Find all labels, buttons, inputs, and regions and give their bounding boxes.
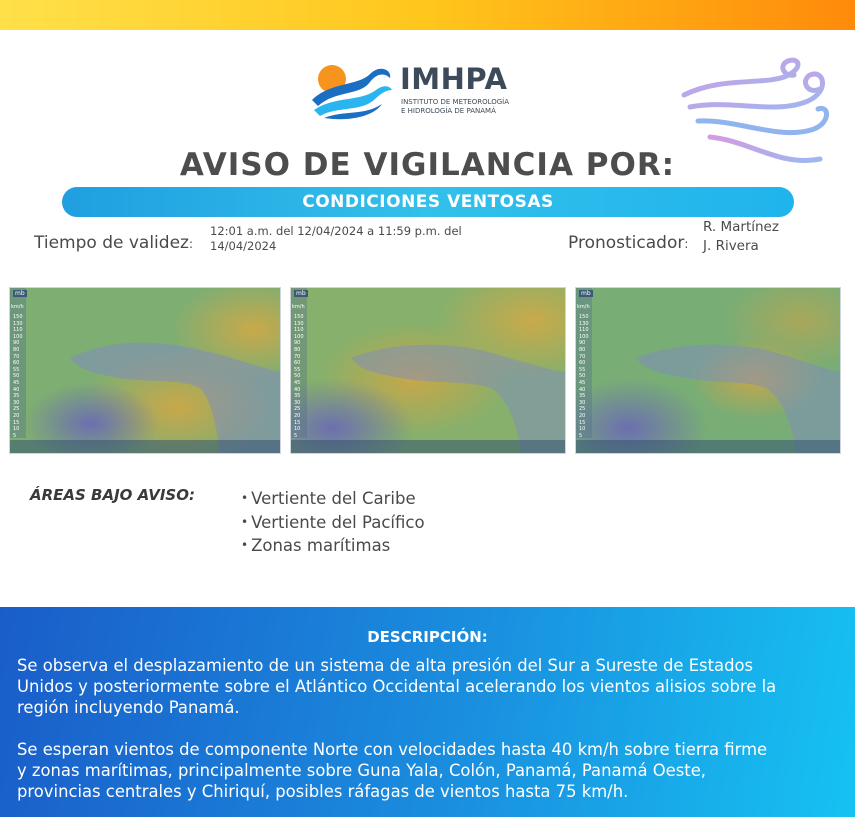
scale-value: 20 xyxy=(13,412,20,419)
scale-value: 150 xyxy=(13,314,23,320)
description-p1-line3: región incluyendo Panamá. xyxy=(17,698,240,717)
scale-value: 10 xyxy=(294,426,301,433)
map-2-unit: km/h xyxy=(292,304,305,310)
scale-value: 20 xyxy=(294,412,301,419)
description-title: DESCRIPCIÓN: xyxy=(367,628,488,646)
scale-value: 15 xyxy=(579,419,586,426)
scale-value: 5 xyxy=(579,432,583,439)
scale-value: 130 xyxy=(579,320,589,327)
map-1-unit: km/h xyxy=(11,304,24,310)
scale-value: 80 xyxy=(13,346,20,353)
scale-value: 90 xyxy=(579,340,586,347)
scale-value: 40 xyxy=(13,386,20,393)
wind-map-1-image xyxy=(10,288,280,453)
description-p2-line1: Se esperan vientos de componente Norte con velocidades hasta 40 km/h sobre tierra firme xyxy=(17,740,768,759)
scale-value: 90 xyxy=(294,340,301,347)
scale-value: 70 xyxy=(579,353,586,360)
forecaster-label xyxy=(568,233,688,253)
wind-map-3-image xyxy=(576,288,840,453)
scale-value: 10 xyxy=(579,426,586,433)
scale-value: 110 xyxy=(579,327,589,334)
scale-value: 10 xyxy=(13,426,20,433)
scale-value: 130 xyxy=(294,320,304,327)
imhpa-logo xyxy=(310,58,530,122)
alert-type-banner: CONDICIONES VENTOSAS xyxy=(62,187,794,217)
scale-value: 15 xyxy=(294,419,301,426)
scale-value: 30 xyxy=(579,399,586,406)
scale-value: 60 xyxy=(579,360,586,367)
scale-value: 25 xyxy=(294,406,301,413)
scale-value: 5 xyxy=(13,432,17,439)
scale-value: 50 xyxy=(294,373,301,380)
logo-subtitle xyxy=(401,98,541,116)
logo-subtitle-line1: INSTITUTO DE METEOROLOGÍA xyxy=(401,98,510,106)
scale-value: 45 xyxy=(579,379,586,386)
forecaster-label-text: Pronosticador xyxy=(568,233,685,253)
scale-value: 150 xyxy=(294,314,304,320)
scale-value: 40 xyxy=(294,386,301,393)
imhpa-logo-icon xyxy=(310,60,394,120)
scale-value: 15 xyxy=(13,419,20,426)
bullet-icon: • xyxy=(241,538,249,552)
scale-value: 55 xyxy=(13,366,20,373)
scale-value: 50 xyxy=(13,373,20,380)
map-3-scale xyxy=(579,314,589,439)
scale-value: 80 xyxy=(294,346,301,353)
area-item xyxy=(241,488,425,512)
scale-value: 100 xyxy=(294,333,304,340)
area-item xyxy=(241,512,425,536)
area-item-label: Vertiente del Caribe xyxy=(251,489,416,508)
validity-period-line2: 14/04/2024 xyxy=(210,239,277,253)
scale-value: 5 xyxy=(294,432,298,439)
scale-value: 70 xyxy=(13,353,20,360)
main-title: AVISO DE VIGILANCIA POR: xyxy=(179,147,676,183)
map-3-unit: km/h xyxy=(577,304,590,310)
scale-value: 25 xyxy=(579,406,586,413)
scale-value: 30 xyxy=(294,399,301,406)
scale-value: 150 xyxy=(579,314,589,320)
bullet-icon: • xyxy=(241,514,249,529)
scale-value: 40 xyxy=(579,386,586,393)
validity-colon: : xyxy=(188,237,193,251)
scale-value: 110 xyxy=(13,327,23,334)
validity-period-line1: 12:01 a.m. del 12/04/2024 a 11:59 p.m. del xyxy=(210,224,462,238)
description-paragraph-1 xyxy=(17,655,842,718)
areas-label: ÁREAS BAJO AVISO: xyxy=(30,486,195,504)
scale-value: 45 xyxy=(294,379,301,386)
map-1-badge: mb xyxy=(15,290,25,297)
scale-value: 90 xyxy=(13,340,20,347)
forecaster-colon: : xyxy=(684,237,689,251)
scale-value: 70 xyxy=(294,353,301,360)
wind-map-2-image xyxy=(291,288,565,453)
description-p2-line2: y zonas marítimas, principalmente sobre Guna Yala, Colón, Panamá, Panamá Oeste, xyxy=(17,761,706,780)
scale-value: 35 xyxy=(579,393,586,400)
map-2-badge: mb xyxy=(296,290,306,297)
map-1-scale xyxy=(13,314,23,439)
validity-label-text: Tiempo de validez xyxy=(34,233,189,253)
description-p2-line3: provincias centrales y Chiriquí, posibles ráfagas de vientos hasta 75 km/h. xyxy=(17,782,629,801)
scale-value: 100 xyxy=(579,333,589,340)
validity-period xyxy=(210,224,462,254)
scale-value: 60 xyxy=(294,360,301,367)
bullet-icon: • xyxy=(241,491,249,505)
logo-subtitle-line2: E HIDROLOGÍA DE PANAMÁ xyxy=(401,107,496,115)
wind-map-1 xyxy=(9,287,281,454)
scale-value: 55 xyxy=(294,366,301,373)
forecaster-name-2: J. Rivera xyxy=(703,238,759,254)
description-p1-line1: Se observa el desplazamiento de un sistema de alta presión del Sur a Sureste de Estados xyxy=(17,656,754,675)
map-3-badge: mb xyxy=(581,290,591,297)
area-item xyxy=(241,535,425,559)
area-item-label: Vertiente del Pacífico xyxy=(251,512,425,532)
forecaster-name-1: R. Martínez xyxy=(703,219,779,235)
logo-name: IMHPA xyxy=(400,62,508,96)
validity-label xyxy=(34,233,193,253)
scale-value: 25 xyxy=(13,406,20,413)
scale-value: 35 xyxy=(13,393,20,400)
scale-value: 130 xyxy=(13,320,23,327)
scale-value: 60 xyxy=(13,360,20,367)
wind-map-3 xyxy=(575,287,841,454)
forecaster-names xyxy=(703,218,779,256)
scale-value: 30 xyxy=(13,399,20,406)
top-color-band xyxy=(0,0,855,30)
scale-value: 20 xyxy=(579,412,586,419)
area-item-label: Zonas marítimas xyxy=(251,536,391,555)
scale-value: 100 xyxy=(13,333,23,340)
wind-map-2 xyxy=(290,287,566,454)
scale-value: 55 xyxy=(579,366,586,373)
scale-value: 45 xyxy=(13,379,20,386)
scale-value: 110 xyxy=(294,327,304,334)
scale-value: 80 xyxy=(579,346,586,353)
map-2-scale xyxy=(294,314,304,439)
description-paragraph-2 xyxy=(17,739,842,802)
scale-value: 35 xyxy=(294,393,301,400)
scale-value: 50 xyxy=(579,373,586,380)
areas-list xyxy=(241,488,425,559)
description-p1-line2: Unidos y posteriormente sobre el Atlántico Occidental acelerando los vientos alisios sobre la xyxy=(17,677,777,696)
